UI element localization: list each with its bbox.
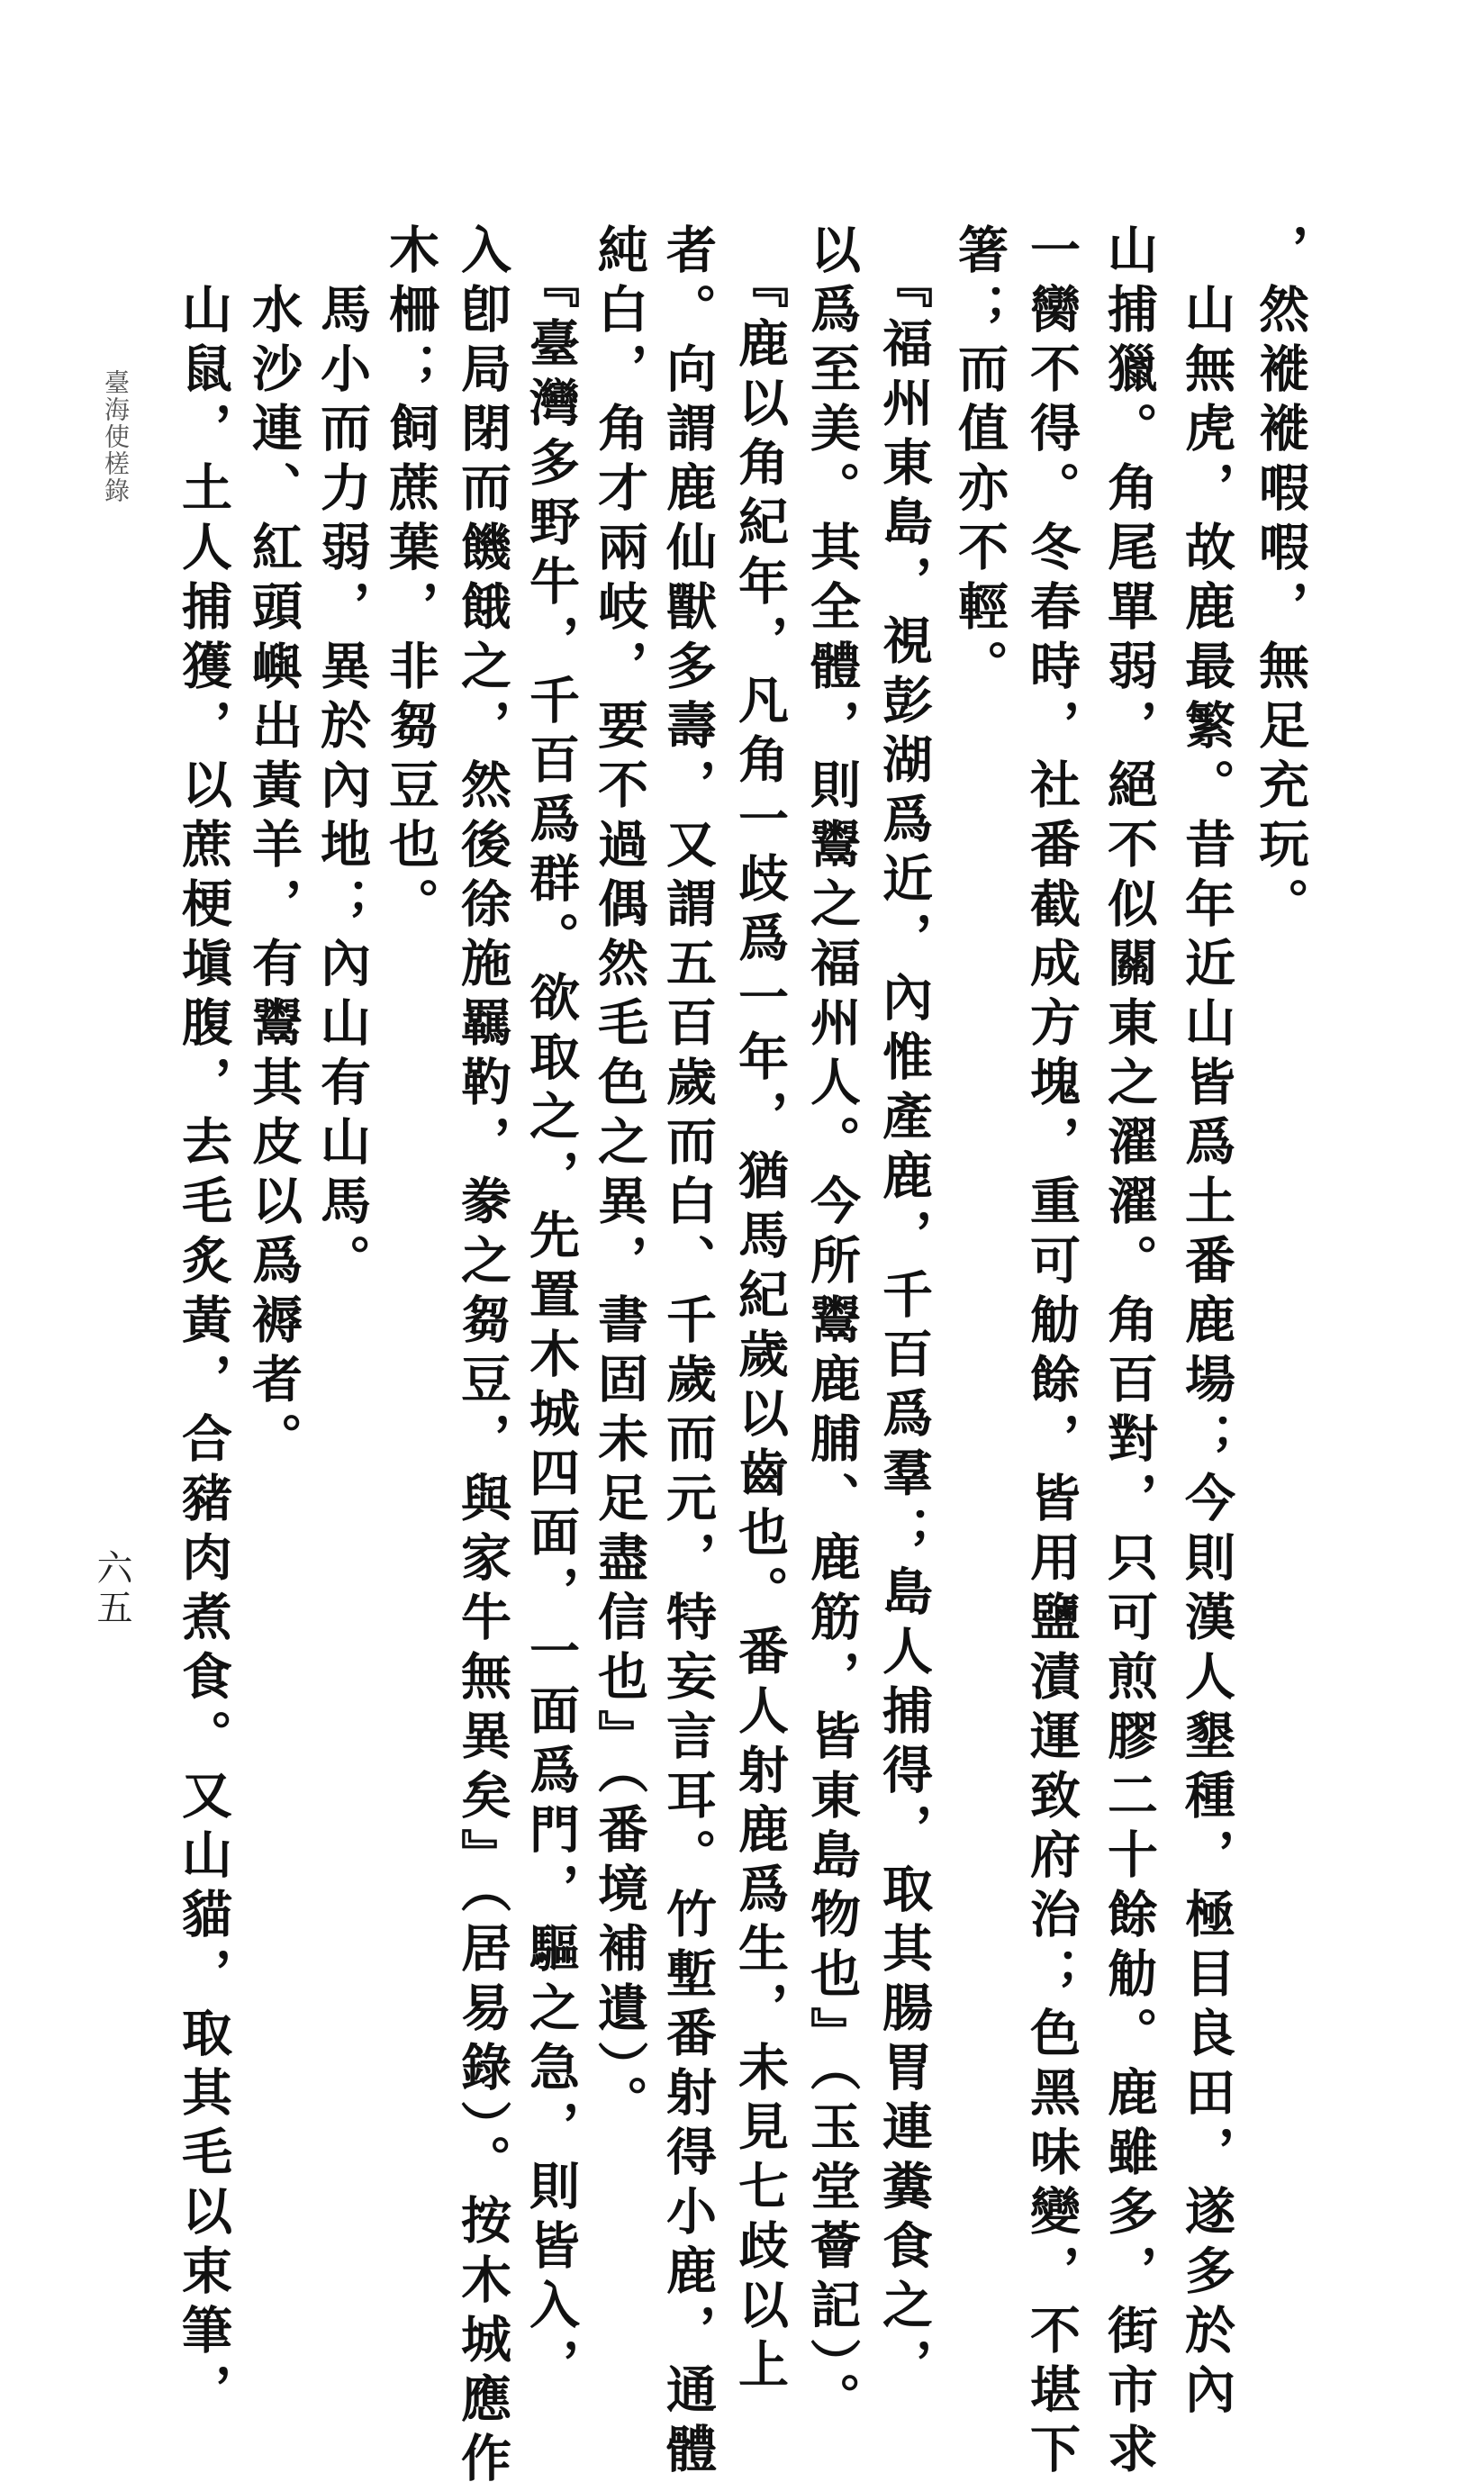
text-column: 『福州東島，視彭湖爲近，內惟產鹿，千百爲羣；島人捕得，取其腸胃連糞食之， [874, 223, 934, 2397]
text-column: ，然褷褷㗇㗇，無足充玩。 [1251, 223, 1310, 937]
text-column: 『鹿以角紀年，凡角一歧爲一年，猶馬紀歲以齒也。番人射鹿爲生，未見七歧以上 [730, 223, 790, 2397]
text-column: 山捕獵。角尾單弱，絕不似關東之濯濯。角百對，只可煎膠二十餘觔。鹿雖多，街市求 [1099, 223, 1159, 2482]
text-column: 山無虎，故鹿最繁。昔年近山皆爲土番鹿場；今則漢人墾種，極目良田，遂多於內 [1177, 223, 1236, 2423]
text-column: 者。向謂鹿仙獸多壽，又謂五百歲而白、千歲而元，特妄言耳。竹塹番射得小鹿，通體 [658, 223, 718, 2482]
text-column: 山鼠，土人捕獲，以蔗梗塡腹，去毛炙黃，合豬肉煮食。又山貓，取其毛以束筆， [174, 223, 233, 2423]
page-number: 六五 [91, 1549, 132, 1628]
text-column: 一臠不得。冬春時，社番截成方塊，重可觔餘，皆用鹽漬運致府治；色黑味變，不堪下 [1022, 223, 1081, 2482]
text-column: 馬小而力弱，異於內地；內山有山馬。 [312, 223, 372, 1293]
text-column: 以爲至美。其全體，則鬻之福州人。今所鬻鹿脯、鹿筋，皆東島物也』（玉堂薈記）。 [802, 223, 862, 2432]
text-column: 水沙連、紅頭嶼出黃羊，有鬻其皮以爲褥者。 [244, 223, 303, 1472]
text-column: 純白，角才兩岐，要不過偶然毛色之異，書固未足盡信也』（番境補遺）。 [590, 223, 649, 2134]
text-column: 箸；而值亦不輕。 [950, 223, 1009, 699]
text-column: 入卽局閉而饑餓之，然後徐施羈靮，豢之芻豆，與家牛無異矣』（居易錄）。按木城應作 [453, 223, 512, 2491]
text-column: 木柵；飼蔗葉，非芻豆也。 [381, 223, 440, 937]
text-column: 『臺灣多野牛，千百爲群。欲取之，先置木城四面，一面爲門，驅之急，則皆入， [521, 223, 581, 2397]
running-title: 臺海使槎錄 [101, 369, 131, 504]
